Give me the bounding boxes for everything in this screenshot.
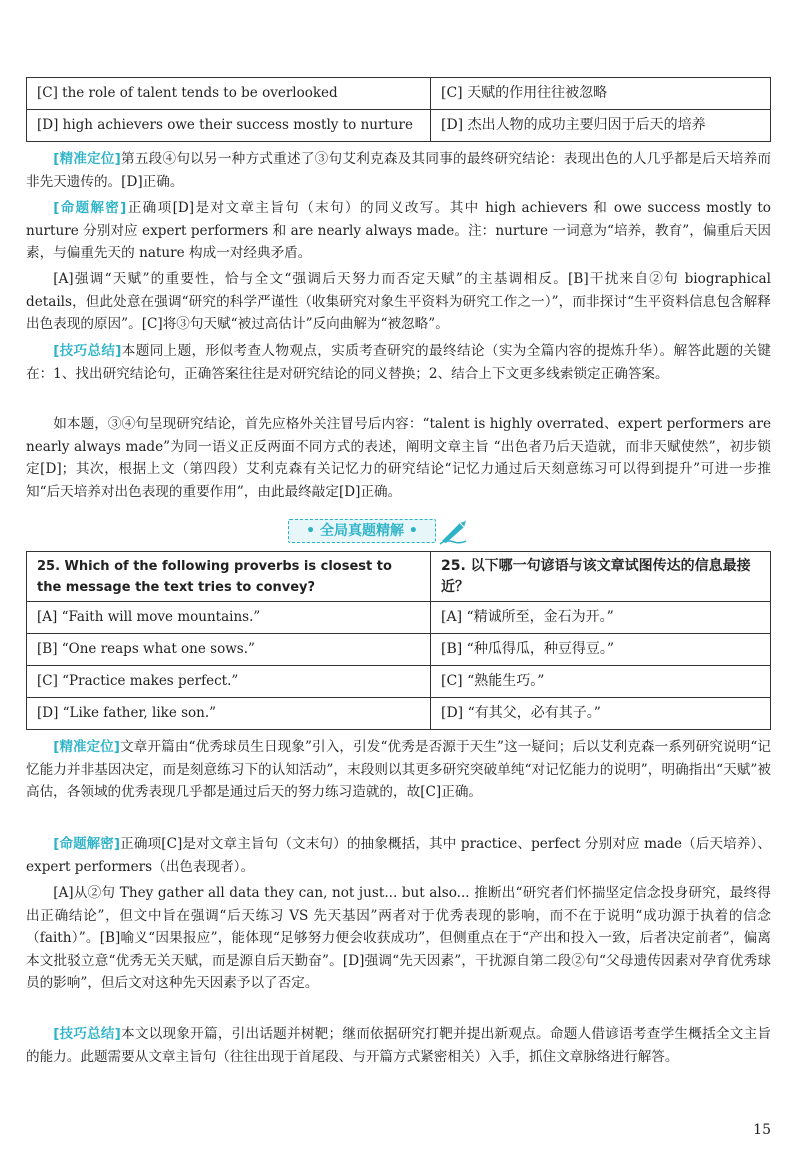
paragraph-text: 本文以现象开篇，引出话题并树靶；继而依据研究打靶并提出新观点。命题人借谚语考查学生概括全文主旨的能力。此题需要从文章主旨句（往往出现于首尾段、与开篇方式紧密相关）入手，抓住文章脉络进行解答。 <box>26 1026 772 1065</box>
analysis-paragraph <box>26 197 771 265</box>
banner-label: • 全局真题精解 • <box>288 519 436 543</box>
page-number: 15 <box>753 1122 771 1138</box>
options-table-1 <box>26 77 771 142</box>
options-table-2 <box>26 551 771 730</box>
analysis-paragraph <box>26 736 771 804</box>
tag-precise-location: [精准定位] <box>53 151 121 167</box>
paragraph-text: 正确项[C]是对文章主旨句（文末句）的抽象概括，其中 practice、perfect 分别对应 made（后天培养）、expert performers（出色表现者）。 <box>26 836 771 875</box>
table-row <box>27 78 771 110</box>
paragraph-text: 本题同上题，形似考查人物观点，实质考查研究的最终结论（实为全篇内容的提炼升华）。解答此题的关键在：1、找出研究结论句，正确答案往往是对研究结论的同义替换；2、结合上下文更多线索锁定正确答案。 <box>26 343 771 382</box>
section-banner <box>288 517 478 545</box>
analysis-paragraph <box>26 340 771 385</box>
option-en: [A] “Faith will move mountains.” <box>27 602 431 634</box>
analysis-paragraph <box>26 833 771 878</box>
option-en: [C] the role of talent tends to be overlooked <box>27 78 431 110</box>
question-row <box>27 552 771 602</box>
tag-skills-summary: [技巧总结] <box>53 1026 121 1042</box>
analysis-paragraph <box>26 148 771 193</box>
table-row <box>27 698 771 730</box>
table-row <box>27 602 771 634</box>
option-zh: [D] 杰出人物的成功主要归因于后天的培养 <box>431 110 771 142</box>
paragraph-text: [A]强调“天赋”的重要性，恰与全文“强调后天努力而否定天赋”的主基调相反。[B]干扰来自②句 biographical details，但此处意在强调“研究的科学严谨性（收集研究对象生平资料为研究工作之一）”，而非探讨“生平资料信息包含解释出色表现的原因”。[C]将③句天赋“被过高估计”反向曲解为“被忽略”。 <box>26 271 771 333</box>
option-en: [C] “Practice makes perfect.” <box>27 666 431 698</box>
tag-skills-summary: [技巧总结] <box>53 343 122 359</box>
option-en: [D] high achievers owe their success mostly to nurture <box>27 110 431 142</box>
analysis-paragraph <box>26 1023 771 1068</box>
analysis-paragraph <box>26 413 771 503</box>
paragraph-text: 第五段④句以另一种方式重述了③句艾利克森及其同事的最终研究结论：表现出色的人几乎都是后天培养而非先天遗传的。[D]正确。 <box>26 151 772 190</box>
tag-decoding: [命题解密] <box>53 200 127 216</box>
option-zh: [C] 天赋的作用往往被忽略 <box>431 78 771 110</box>
paragraph-text: 如本题，③④句呈现研究结论，首先应格外关注冒号后内容：“talent is highly overrated、expert performers are nearly always made”为同一语义正反两面不同方式的表述，阐明文章主旨 “出色者乃后天造就，而非天赋使然”，初步锁定[D]；其次，根据上文（第四段）艾利克森有关记忆力的研究结论“记忆力通过后天刻意练习可以得到提升”可进一步推知“后天培养对出色表现的重要作用”，由此最终敲定[D]正确。 <box>26 416 771 500</box>
paragraph-text: 文章开篇由“优秀球员生日现象”引入，引发“优秀是否源于天生”这一疑问；后以艾利克森一系列研究说明“记忆能力并非基因决定，而是刻意练习下的认知活动”，末段则以其更多研究突破单纯“对记忆能力的说明”，明确指出“天赋”被高估，各领域的优秀表现几乎都是通过后天的努力练习造就的，故[C]正确。 <box>26 739 771 801</box>
tag-decoding: [命题解密] <box>53 836 121 852</box>
pen-icon <box>436 517 472 545</box>
table-row <box>27 634 771 666</box>
analysis-paragraph <box>26 882 771 995</box>
paragraph-text: 正确项[D]是对文章主旨句（末句）的同义改写。其中 high achievers 和 owe success mostly to nurture 分别对应 expert performers 和 are nearly always made。注：nurture 一词意为“培养，教育”，偏重后天因素，与偏重先天的 nature 构成一对经典矛盾。 <box>26 200 771 262</box>
question-zh: 25. 以下哪一句谚语与该文章试图传达的信息最接近？ <box>431 552 771 602</box>
paragraph-text: [A]从②句 They gather all data they can, not just... but also... 推断出“研究者们怀揣坚定信念投身研究，最终得出正确结论”，但文中旨在强调“后天练习 VS 先天基因”两者对于优秀表现的影响，而不在于说明“成功源于执着的信念（faith）”。[B]喻义“因果报应”，能体现“足够努力便会收获成功”，但侧重点在于“产出和投入一致，后者决定前者”，偏离本文批驳立意“优秀无关天赋，而是源自后天勤奋”。[D]强调“先天因素”，干扰源自第二段②句“父母遗传因素对孕育优秀球员的影响”，但后文对这种先天因素予以了否定。 <box>26 885 771 992</box>
option-zh: [C] “熟能生巧。” <box>431 666 771 698</box>
option-en: [B] “One reaps what one sows.” <box>27 634 431 666</box>
table-row <box>27 666 771 698</box>
table-row <box>27 110 771 142</box>
option-zh: [D] “有其父，必有其子。” <box>431 698 771 730</box>
option-en: [D] “Like father, like son.” <box>27 698 431 730</box>
tag-precise-location: [精准定位] <box>53 739 120 755</box>
question-en: 25. Which of the following proverbs is closest to the message the text tries to convey? <box>27 552 431 602</box>
option-zh: [A] “精诚所至，金石为开。” <box>431 602 771 634</box>
analysis-paragraph <box>26 268 771 336</box>
option-zh: [B] “种瓜得瓜，种豆得豆。” <box>431 634 771 666</box>
